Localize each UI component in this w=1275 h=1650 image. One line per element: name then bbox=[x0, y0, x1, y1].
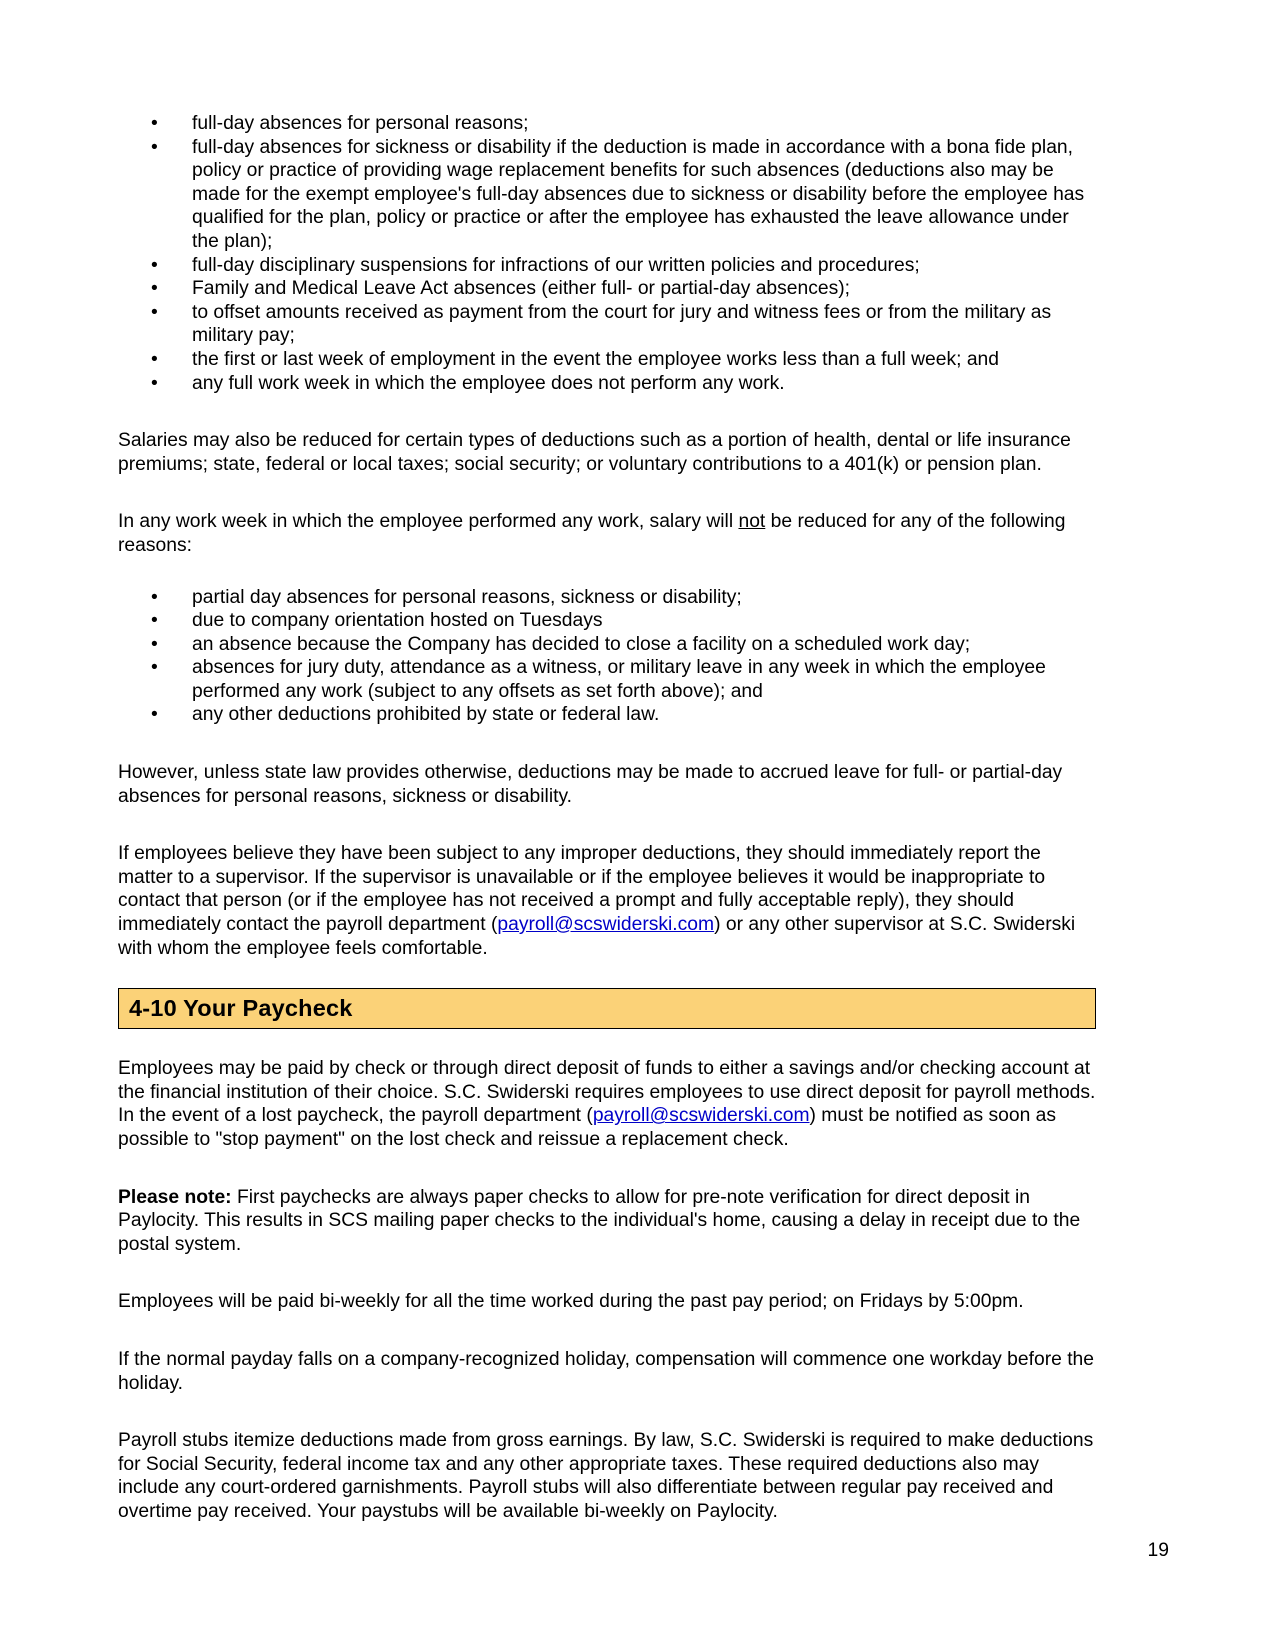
list-item bbox=[118, 656, 1096, 703]
bullet-icon: • bbox=[151, 278, 158, 300]
improper-part-1: If employees believe they have been subject to any improper deductions, they should immediately report the matter to a supervisor. If the supervisor is unavailable or if the employee believes it would be inappropriate to contact that person (or if the employee has not received a prompt and fully acceptable reply), they should immediately contact the payroll department ( bbox=[118, 843, 1046, 936]
salaries-paragraph: Salaries may also be reduced for certain types of deductions such as a portion of health, dental or life insurance premiums; state, federal or local taxes; social security; or voluntary contributions to a 401(k) or pension plan. bbox=[118, 430, 1071, 475]
no-reduction-intro-paragraph bbox=[118, 510, 1096, 557]
payroll-email-link[interactable]: payroll@scswiderski.com bbox=[592, 1105, 810, 1127]
spacer bbox=[118, 808, 1096, 842]
list-item-text: partial day absences for personal reasons, sickness or disability; bbox=[192, 586, 742, 608]
holiday-paragraph: If the normal payday falls on a company-recognized holiday, compensation will commence one workday before the holiday. bbox=[118, 1348, 1095, 1394]
spacer bbox=[118, 1029, 1096, 1057]
payroll-stubs-paragraph: Payroll stubs itemize deductions made from gross earnings. By law, S.C. Swiderski is required to make deductions for Social Security, federal income tax and any other appropriate taxes. These required deductions also may include any court-ordered garnishments. Payroll stubs will also differentiate between regular pay received and overtime pay received. Your paystubs will be available bi-weekly on Paylocity. bbox=[118, 1430, 1094, 1522]
list-item-text: any full work week in which the employee does not perform any work. bbox=[192, 372, 785, 394]
list-item-text: the first or last week of employment in the event the employee works less than a full week; and bbox=[192, 348, 1000, 370]
spacer bbox=[118, 960, 1096, 988]
list-item bbox=[118, 112, 1096, 136]
bullet-icon: • bbox=[151, 372, 158, 394]
list-item bbox=[118, 609, 1096, 633]
improper-part-2: ) or any other supervisor at S.C. Swiderski with whom the employee feels comfortable. bbox=[118, 914, 1076, 959]
payroll-email-link[interactable]: payroll@scswiderski.com bbox=[497, 914, 715, 936]
no-reduction-list bbox=[118, 586, 1096, 728]
bullet-icon: • bbox=[151, 113, 158, 134]
emphasis-not: not bbox=[738, 511, 766, 533]
list-item-text: full-day absences for sickness or disability if the deduction is made in accordance with a bona fide plan, policy or practice of providing wage replacement benefits for such absences (deductions also may be made for the exempt employee's full-day absences due to sickness or disability before the employee has qualified for the plan, policy or practice or after the employee has exhausted the leave allowance under the plan); bbox=[192, 136, 1085, 252]
spacer bbox=[118, 395, 1096, 429]
list-item bbox=[118, 586, 1096, 610]
list-item-text: Family and Medical Leave Act absences (either full- or partial-day absences); bbox=[192, 278, 851, 300]
list-item bbox=[118, 136, 1096, 254]
spacer bbox=[118, 476, 1096, 510]
bullet-icon: • bbox=[151, 254, 158, 276]
spacer bbox=[118, 1256, 1096, 1290]
bullet-icon: • bbox=[151, 633, 158, 655]
bullet-icon: • bbox=[151, 348, 158, 370]
spacer bbox=[118, 1314, 1096, 1348]
please-note-paragraph bbox=[118, 1186, 1096, 1257]
list-item bbox=[118, 254, 1096, 278]
list-item bbox=[118, 703, 1096, 727]
however-paragraph: However, unless state law provides otherwise, deductions may be made to accrued leave for full- or partial-day absences for personal reasons, sickness or disability. bbox=[118, 762, 1063, 807]
intro-part-2: be reduced for any of the following reasons: bbox=[118, 511, 1066, 556]
list-item-text: absences for jury duty, attendance as a witness, or military leave in any week in which the employee performed any work (subject to any offsets as set forth above); and bbox=[192, 657, 1046, 702]
bullet-icon: • bbox=[151, 586, 158, 608]
list-item bbox=[118, 633, 1096, 657]
spacer bbox=[118, 1152, 1096, 1186]
direct-deposit-part-2: ) must be notified as soon as possible to "stop payment" on the lost check and reissue a replacement check. bbox=[118, 1105, 1057, 1150]
list-item-text: due to company orientation hosted on Tuesdays bbox=[192, 610, 603, 632]
section-heading-your-paycheck: 4-10 Your Paycheck bbox=[118, 988, 1096, 1029]
direct-deposit-part-1: Employees may be paid by check or through direct deposit of funds to either a savings and/or checking account at the financial institution of their choice. S.C. Swiderski requires employees to use direct deposit for payroll methods. In the event of a lost paycheck, the payroll department ( bbox=[118, 1058, 1096, 1127]
please-note-label: Please note: bbox=[118, 1186, 232, 1208]
please-note-text: First paychecks are always paper checks to allow for pre-note verification for direct deposit in Paylocity. This results in SCS mailing paper checks to the individual's home, causing a delay in receipt due to the postal system. bbox=[118, 1186, 1081, 1255]
improper-deductions-paragraph bbox=[118, 842, 1096, 960]
list-item-text: any other deductions prohibited by state or federal law. bbox=[192, 704, 660, 726]
list-item bbox=[118, 348, 1096, 372]
list-item bbox=[118, 277, 1096, 301]
deduction-allowed-list bbox=[118, 112, 1096, 395]
list-item bbox=[118, 301, 1096, 348]
list-item bbox=[118, 372, 1096, 396]
bullet-icon: • bbox=[151, 301, 158, 323]
list-item-text: an absence because the Company has decided to close a facility on a scheduled work day; bbox=[192, 633, 971, 655]
spacer bbox=[118, 558, 1096, 586]
intro-part-1: In any work week in which the employee performed any work, salary will bbox=[118, 511, 739, 533]
spacer bbox=[118, 727, 1096, 761]
bullet-icon: • bbox=[151, 610, 158, 632]
bullet-icon: • bbox=[151, 136, 158, 158]
list-item-text: to offset amounts received as payment from the court for jury and witness fees or from the military as military pay; bbox=[192, 301, 1052, 347]
bullet-icon: • bbox=[151, 704, 158, 726]
list-item-text: full-day disciplinary suspensions for infractions of our written policies and procedures; bbox=[192, 254, 920, 276]
bullet-icon: • bbox=[151, 657, 158, 679]
spacer bbox=[118, 1395, 1096, 1429]
page-number: 19 bbox=[1147, 1540, 1169, 1561]
direct-deposit-paragraph bbox=[118, 1057, 1096, 1151]
biweekly-paragraph: Employees will be paid bi-weekly for all the time worked during the past pay period; on Fridays by 5:00pm. bbox=[118, 1291, 1024, 1313]
list-item-text: full-day absences for personal reasons; bbox=[192, 113, 529, 134]
page-content bbox=[118, 112, 1096, 1524]
